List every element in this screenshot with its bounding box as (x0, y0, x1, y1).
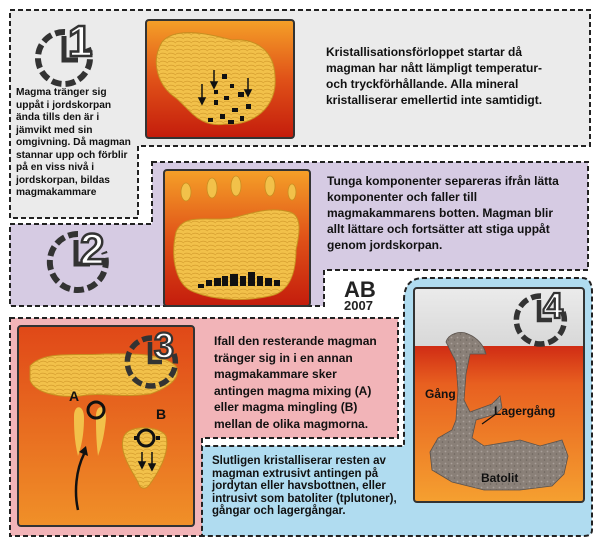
label-a: A (69, 388, 80, 404)
step-2-text: Tunga komponenter separeras ifrån lätta komponenter och faller till magmakammarens botten. Magman blir allt lättare och fortsätter att stiga uppåt genom jordskorpan. (327, 174, 559, 252)
logo-text: AB (344, 277, 376, 302)
step-4-text: Slutligen kristalliserar resten av magman extrusivt antingen på jordytan eller havsbottnen, eller intrusivt som batoliter (tplutoner), gångar och lagergångar. (212, 455, 397, 517)
step-4-number: 4 (543, 285, 564, 326)
label-lagergang: Lagergång (494, 404, 556, 418)
logo-year: 2007 (344, 298, 373, 313)
step-1-text: Kristallisationsförloppet startar då magman har nått lämpligt temperatur- och tryckförhållande. Alla mineral kristalliserar emellertid inte samtidigt. (326, 45, 543, 107)
step-2-number: 2 (80, 225, 105, 274)
step-1-illustration (146, 20, 294, 138)
label-gang: Gång (425, 387, 456, 401)
step-1-number: 1 (68, 17, 93, 66)
step-3-number: 3 (154, 325, 175, 366)
step-1-side-text: Magma tränger sig uppåt i jordskorpan ända tills den är i jämvikt med sin omgivning. Då magman stannar upp och förblir på en viss nivå i jordskorpan, bildas magmakammare (16, 87, 131, 198)
step-2-illustration (164, 170, 310, 306)
label-batolit: Batolit (481, 471, 519, 485)
label-b: B (156, 406, 167, 422)
step-3-text: Ifall den resterande magman tränger sig in i en annan magmakammare sker antingen magma mixing (A) eller magma mingling (B) mellan de olika magmorna. (214, 334, 377, 431)
